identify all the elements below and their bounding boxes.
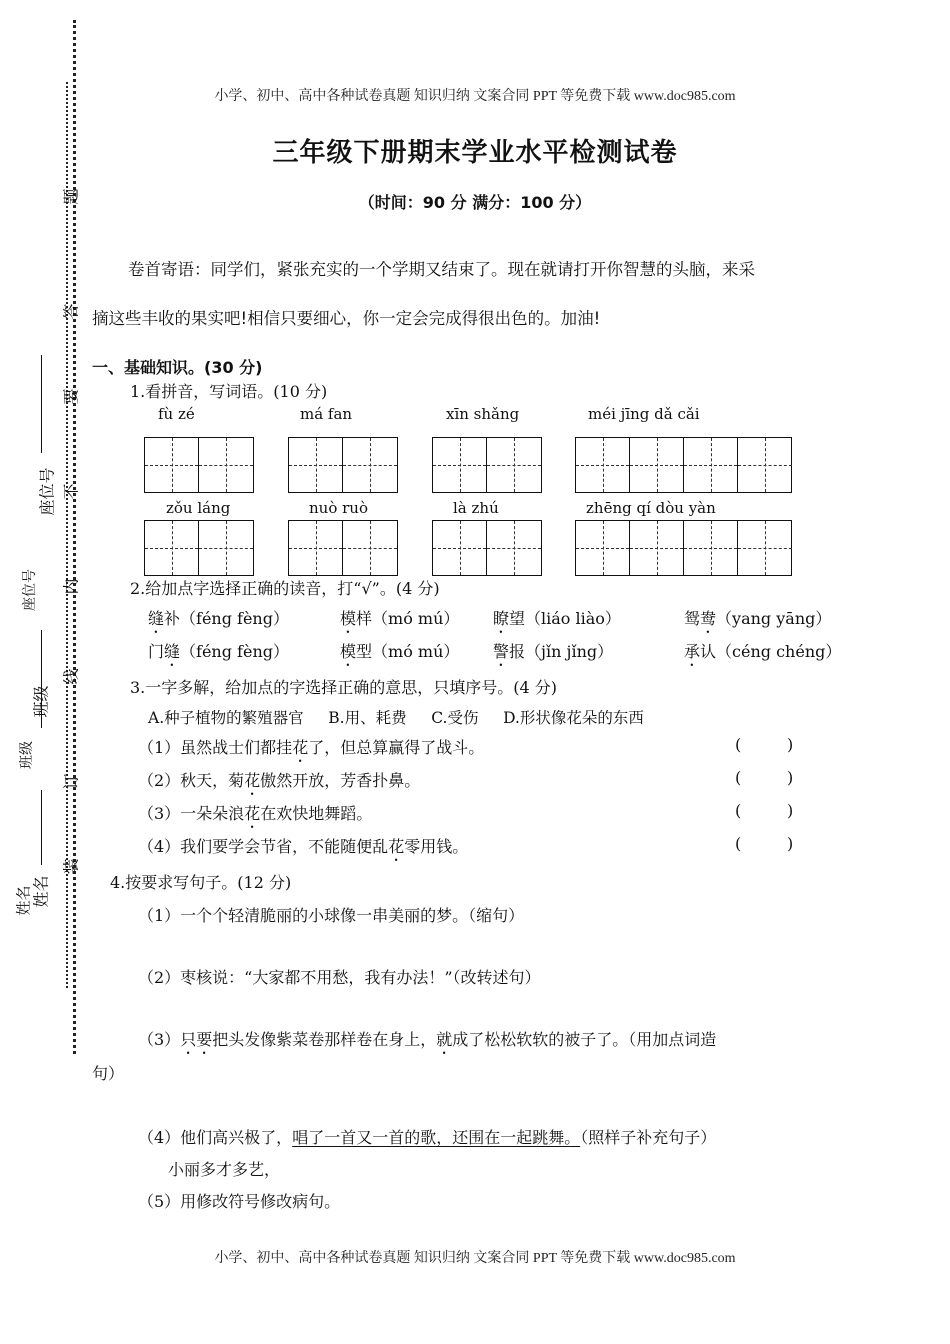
writing-grid[interactable] <box>288 437 398 493</box>
q2-title: 2.给加点字选择正确的读音，打“√”。(4 分) <box>130 579 440 598</box>
q4-sentence-2: （2）枣核说：“大家都不用愁，我有办法！”（改转述句） <box>138 968 541 987</box>
margin-char: 内 <box>61 578 81 595</box>
pinyin-label: zhēng qí dòu yàn <box>586 499 716 517</box>
seat-label: 座位号 <box>22 569 38 611</box>
section-heading: 一、基础知识。(30 分) <box>92 358 263 377</box>
q4-sentence-4: （4）他们高兴极了，唱了一首又一首的歌，还围在一起跳舞。（照样子补充句子） <box>138 1128 717 1147</box>
pinyin-label: xīn shǎng <box>446 405 520 423</box>
name-fill-line[interactable] <box>41 790 42 865</box>
q3-options: A.种子植物的繁殖器官 B.用、耗费 C.受伤 D.形状像花朵的东西 <box>148 709 644 727</box>
q4-sentence-5: （5）用修改符号修改病句。 <box>138 1192 341 1211</box>
margin-char: 要 <box>61 388 81 405</box>
pinyin-label: nuò ruò <box>309 499 368 517</box>
margin-char: 题 <box>61 188 81 205</box>
intro-line-2: 摘这些丰收的果实吧!相信只要细心，你一定会完成得很出色的。加油! <box>92 309 601 328</box>
pinyin-label: méi jīng dǎ cǎi <box>588 405 700 423</box>
reading-item[interactable]: 模样（mó mú） <box>340 609 460 628</box>
pinyin-label: là zhú <box>453 499 499 517</box>
margin-char: 线 <box>61 668 81 685</box>
reading-item[interactable]: 门缝（féng fèng） <box>148 642 289 661</box>
binding-dotted-line-left <box>66 82 68 988</box>
q4-sentence-1: （1）一个个轻清脆丽的小球像一串美丽的梦。（缩句） <box>138 906 525 925</box>
page-footer: 小学、初中、高中各种试卷真题 知识归纳 文案合同 PPT 等免费下载 www.doc985.com <box>214 1251 736 1266</box>
class-label-2: 班级 <box>31 685 51 718</box>
pinyin-label: zǒu láng <box>166 499 231 517</box>
page-title: 三年级下册期末学业水平检测试卷 <box>272 138 678 168</box>
q4-sentence-4-answer[interactable]: 小丽多才多艺， <box>168 1160 281 1179</box>
reading-item[interactable]: 模型（mó mú） <box>340 642 460 661</box>
q4-sentence-3-wrap: 句） <box>92 1064 125 1083</box>
q3-item: （4）我们要学会节省，不能随便乱花零用钱。 <box>138 837 469 856</box>
reading-item[interactable]: 警报（jǐn jǐng） <box>493 642 614 661</box>
writing-grid[interactable] <box>144 520 254 576</box>
answer-blank[interactable]: ( ) <box>735 768 794 787</box>
answer-blank[interactable]: ( ) <box>735 801 794 820</box>
q4-sentence-3: （3）只要把头发像紫菜卷那样卷在身上，就成了松松软软的被子了。（用加点词造 <box>138 1030 717 1049</box>
binding-dotted-line-right <box>73 20 76 1054</box>
name-label-2: 姓名 <box>31 875 51 908</box>
class-fill-line[interactable] <box>41 630 42 728</box>
writing-grid[interactable] <box>575 437 792 493</box>
writing-grid[interactable] <box>432 520 542 576</box>
q1-title: 1.看拼音，写词语。(10 分) <box>130 382 328 401</box>
class-label: 班级 <box>19 741 35 769</box>
pinyin-label: fù zé <box>158 405 195 423</box>
exam-info: （时间：90 分 满分：100 分） <box>358 193 592 212</box>
q4-title: 4.按要求写句子。(12 分) <box>110 873 292 892</box>
pinyin-label: má fan <box>300 405 353 423</box>
margin-char: 不 <box>61 483 81 500</box>
writing-grid[interactable] <box>575 520 792 576</box>
page-header: 小学、初中、高中各种试卷真题 知识归纳 文案合同 PPT 等免费下载 www.doc985.com <box>214 89 736 104</box>
writing-grid[interactable] <box>144 437 254 493</box>
margin-char: 答 <box>61 303 81 320</box>
intro-line-1: 卷首寄语：同学们，紧张充实的一个学期又结束了。现在就请打开你智慧的头脑，来采 <box>128 260 755 279</box>
q3-item: （2）秋天，菊花傲然开放，芳香扑鼻。 <box>138 771 421 790</box>
writing-grid[interactable] <box>432 437 542 493</box>
seat-label-2: 座位号 <box>37 467 57 516</box>
q3-item: （1）虽然战士们都挂花了，但总算赢得了战斗。 <box>138 738 485 757</box>
reading-item[interactable]: 承认（céng chéng） <box>684 642 842 661</box>
q3-item: （3）一朵朵浪花在欢快地舞蹈。 <box>138 804 373 823</box>
name-label: 姓名 <box>14 885 33 916</box>
reading-item[interactable]: 缝补（féng fèng） <box>148 609 289 628</box>
writing-grid[interactable] <box>288 520 398 576</box>
margin-char: 订 <box>61 773 81 790</box>
answer-blank[interactable]: ( ) <box>735 735 794 754</box>
reading-item[interactable]: 瞭望（liáo liào） <box>493 609 621 628</box>
answer-blank[interactable]: ( ) <box>735 834 794 853</box>
seat-fill-line[interactable] <box>41 355 42 453</box>
reading-item[interactable]: 鸳鸯（yang yāng） <box>684 609 832 628</box>
q3-title: 3.一字多解，给加点的字选择正确的意思，只填序号。(4 分) <box>130 678 558 697</box>
margin-char: 装 <box>61 858 81 875</box>
